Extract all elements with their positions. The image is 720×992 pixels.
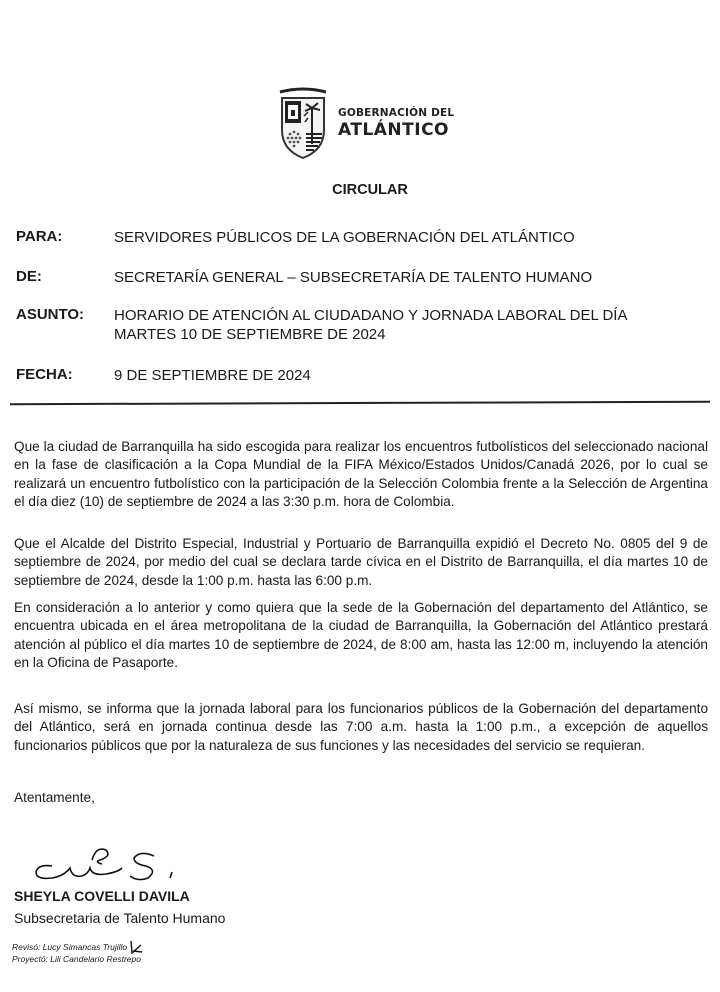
paragraph-2: Que el Alcalde del Distrito Especial, Industrial y Portuario de Barranquilla expidió el Decreto No. 0805 del 9 de septiembre de 2024, por medio del cual se declara tarde cívica en el Distrito de Barranquilla, el día martes 10 de septiembre de 2024, desde la 1:00 p.m. hasta las 6:00 p.m. [14,535,708,588]
logo [276,86,454,160]
field-de-value: SECRETARÍA GENERAL – SUBSECRETARÍA DE TALENTO HUMANO [114,269,593,286]
field-asunto [16,306,674,344]
signature-icon [30,838,180,888]
paragraph-4: Así mismo, se informa que la jornada laboral para los funcionarios públicos de la Gobernación del departamento del Atlántico, será en jornada continua desde las 7:00 a.m. hasta la 1:00 p.m., a excepción de aquellos funcionarios públicos que por la naturaleza de sus funciones y las necesidades del servicio se requieran. [14,700,708,753]
initials-mark-icon [129,940,143,954]
prepared-by: Proyectó: Lili Candelario Restrepo [12,954,141,964]
field-para [16,228,575,247]
field-para-label: PARA: [16,228,63,245]
field-de [16,268,592,287]
closing: Atentamente, [14,790,95,805]
logo-line-2: ATLÁNTICO [338,119,449,140]
signer-name: SHEYLA COVELLI DAVILA [14,888,190,904]
logo-text [338,107,454,140]
field-asunto-value: HORARIO DE ATENCIÓN AL CIUDADANO Y JORNADA LABORAL DEL DÍA MARTES 10 DE SEPTIEMBRE DE 2024 [114,307,627,343]
field-fecha-label: FECHA: [16,366,73,383]
coat-of-arms-icon [276,86,330,160]
document-title: CIRCULAR [332,182,408,198]
paragraph-3: En consideración a lo anterior y como quiera que la sede de la Gobernación del departamento del Atlántico, se encuentra ubicada en el área metropolitana de la ciudad de Barranquilla, la Gobernación del Atlántico prestará atención al público el día martes 10 de septiembre de 2024, de 8:00 am, hasta las 12:00 m, incluyendo la atención en la Oficina de Pasaporte. [14,599,708,671]
field-de-label: DE: [16,268,42,285]
field-fecha-value: 9 DE SEPTIEMBRE DE 2024 [114,367,311,384]
logo-line-1: GOBERNACIÓN DEL [338,106,455,119]
footer-credits [12,940,143,965]
reviewed-by: Revisó: Lucy Simancas Trujillo [12,942,128,952]
header-divider [10,401,710,405]
signer-title: Subsecretaria de Talento Humano [14,910,226,926]
field-para-value: SERVIDORES PÚBLICOS DE LA GOBERNACIÓN DEL ATLÁNTICO [114,229,575,246]
field-asunto-label: ASUNTO: [16,306,85,323]
paragraph-1: Que la ciudad de Barranquilla ha sido escogida para realizar los encuentros futbolísticos del seleccionado nacional en la fase de clasificación a la Copa Mundial de la FIFA México/Estados Unidos/Canadá 2026, por lo cual se realizará un encuentro futbolístico con la participación de la Selección Colombia frente a la Selección de Argentina el día diez (10) de septiembre de 2024 a las 3:30 p.m. hora de Colombia. [14,438,708,510]
reviewed-by-line [12,940,143,954]
field-fecha [16,366,311,385]
